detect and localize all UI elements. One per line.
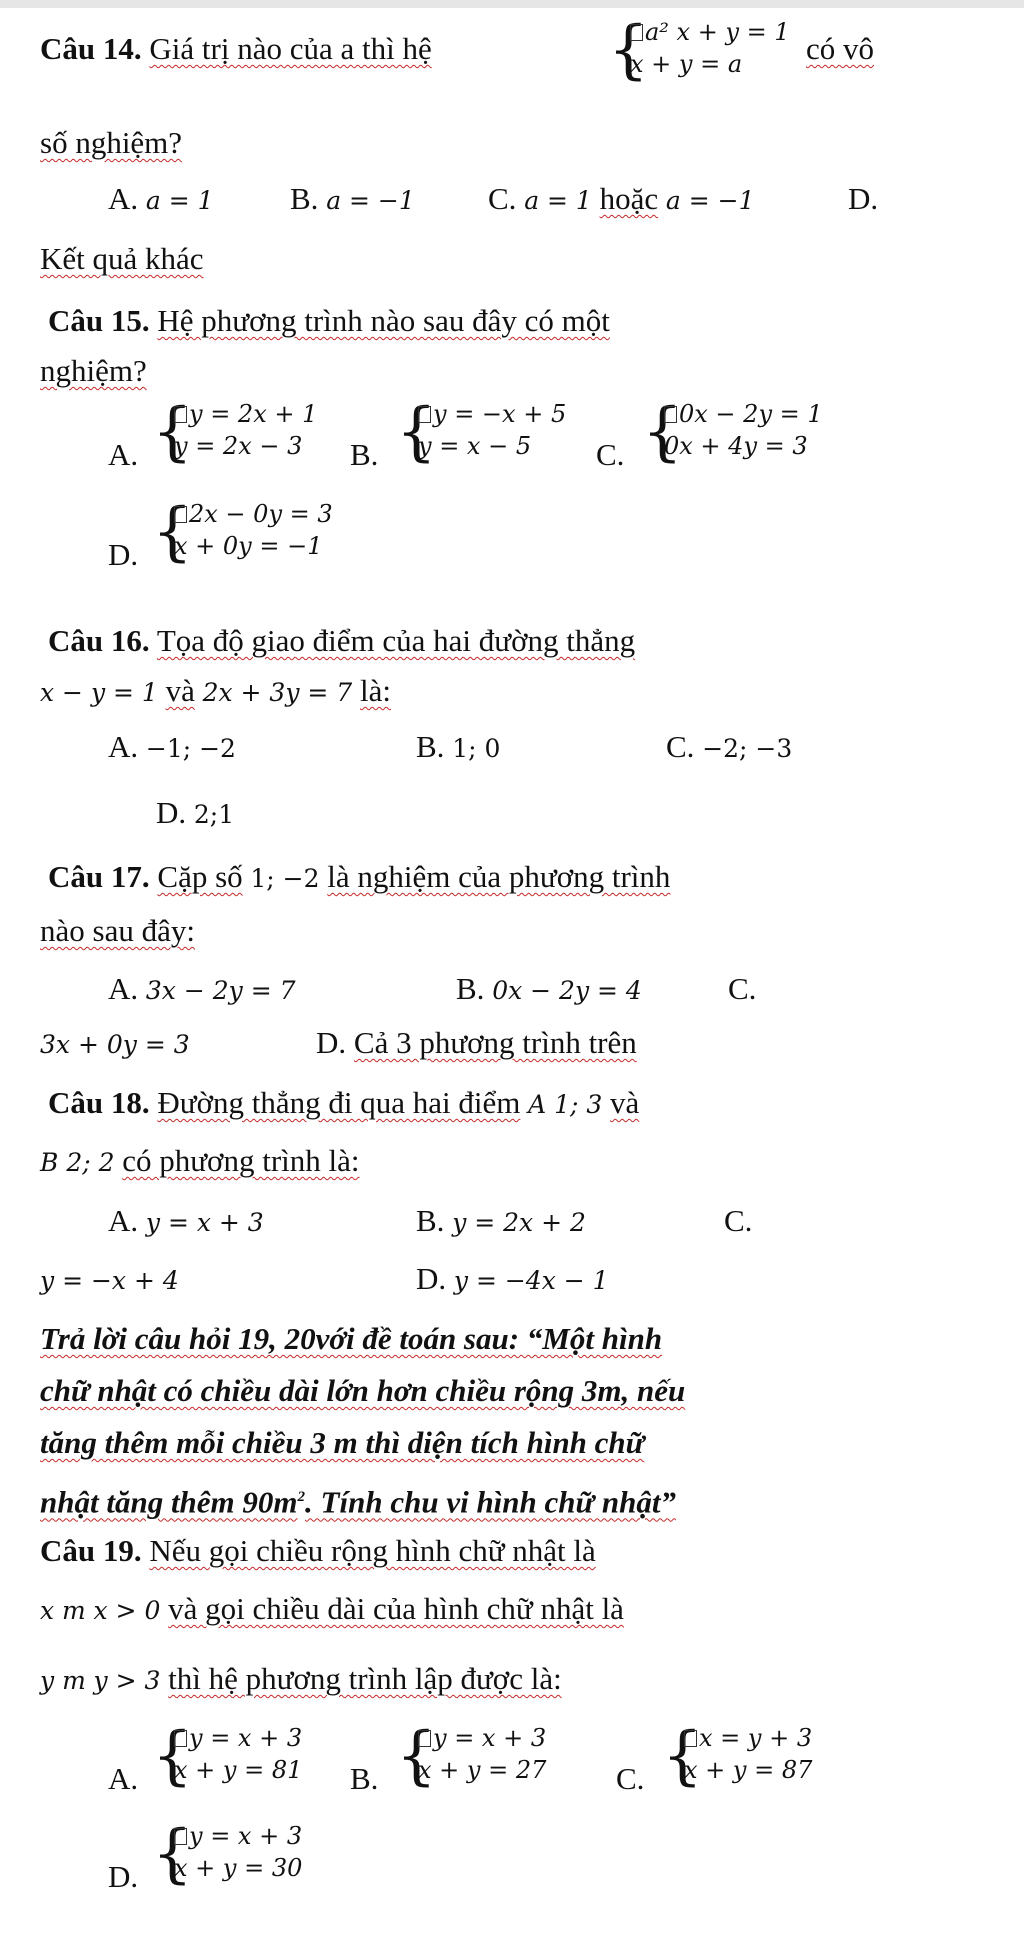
missing-glyph-icon (684, 1730, 697, 1747)
q15-title: Câu 15. (48, 303, 150, 338)
q19-option-d-label: D. (108, 1859, 139, 1894)
q19-option-b-label: B. (350, 1761, 379, 1796)
q18-point-a: A 1; 3 (528, 1090, 603, 1119)
q17-option-a-label: A. (108, 971, 139, 1006)
q15-option-c-row-1 (664, 400, 823, 428)
q14-eq2: x + y = a (630, 50, 743, 78)
q14-system-row-1 (630, 18, 790, 46)
top-edge-bar (0, 0, 1024, 8)
q14-line-1 (40, 30, 432, 68)
q19-text-a: Nếu gọi chiều rộng hình chữ nhật là (149, 1533, 596, 1568)
q19-title: Câu 19. (40, 1533, 142, 1568)
q17-option-d (316, 1024, 637, 1062)
q18-point-b: B 2; 2 (40, 1148, 115, 1177)
q15-option-b-eq1: y = −x + 5 (433, 400, 567, 428)
q15-option-a-row-1 (174, 400, 317, 428)
q14-option-b (290, 180, 415, 220)
q16-and: và (165, 673, 195, 708)
q18-option-d-value: y = −4x − 1 (453, 1266, 609, 1295)
intro-line-4-text-b: . Tính chu vi hình chữ nhật” (305, 1484, 676, 1520)
q19-option-c-eq1: x = y + 3 (699, 1724, 813, 1752)
q17-option-c-label: C. (728, 971, 757, 1006)
q19-option-a-eq1: y = x + 3 (189, 1724, 303, 1752)
q14-title: Câu 14. (40, 31, 142, 66)
q17-text-c: nào sau đây: (40, 913, 195, 948)
q15-option-c-label: C. (596, 437, 625, 472)
missing-glyph-icon (174, 1730, 187, 1747)
brace-icon: { (396, 1719, 437, 1793)
q17-option-a-value: 3x − 2y = 7 (145, 976, 296, 1005)
q16-option-c (666, 728, 792, 768)
brace-icon: { (152, 1817, 193, 1891)
q15-option-d-label: D. (108, 537, 139, 572)
q15-option-d-eq1: 2x − 0y = 3 (189, 500, 333, 528)
q18-option-d-label: D. (416, 1261, 447, 1296)
q16-option-d-value: 2;1 (193, 800, 235, 829)
q17-option-d-label: D. (316, 1025, 347, 1060)
q19-option-d-eq2: x + y = 30 (174, 1854, 303, 1882)
q16-option-c-label: C. (666, 729, 695, 764)
q19-option-b-eq2: x + y = 27 (418, 1756, 547, 1784)
q19-cond-x: x > 0 (93, 1596, 161, 1625)
q15-text-b: nghiệm? (40, 353, 147, 388)
q14-option-c-label: C. (488, 181, 517, 216)
q18-option-b-label: B. (416, 1203, 445, 1238)
q19-line-3 (40, 1660, 562, 1700)
q18-option-c (40, 1260, 179, 1300)
q14-option-c-value-a: a = 1 (524, 186, 592, 215)
q14-option-a-label: A. (108, 181, 139, 216)
q16-tail: là: (359, 673, 391, 708)
q14-option-c-value-b: a = −1 (665, 186, 755, 215)
missing-glyph-icon (418, 406, 431, 423)
q19-option-c-row-1 (684, 1724, 812, 1752)
q16-option-a-label: A. (108, 729, 139, 764)
q17-line-1 (48, 858, 670, 898)
q19-option-d-eq1: y = x + 3 (189, 1822, 303, 1850)
q14-option-b-value: a = −1 (326, 186, 415, 215)
intro-line-4-sup: 2 (297, 1489, 306, 1505)
q16-option-b-label: B. (416, 729, 445, 764)
q14-option-c (488, 180, 754, 220)
q17-text-a: Cặp số (157, 859, 243, 894)
q16-option-a-value: −1; −2 (145, 734, 236, 763)
intro-line-4 (40, 1478, 676, 1521)
q14-line-2 (40, 124, 182, 162)
q17-text-b: là nghiệm của phương trình (327, 859, 671, 894)
q15-option-b-eq2: y = x − 5 (418, 432, 532, 460)
q14-option-b-label: B. (290, 181, 319, 216)
q14-text-b-content: có vô (806, 31, 875, 66)
intro-line-3-text: tăng thêm mỗi chiều 3 m thì diện tích hình chữ (40, 1425, 645, 1460)
intro-line-2-text: chữ nhật có chiều dài lớn hơn chiều rộng 3m, nếu (40, 1373, 686, 1408)
q18-text-b: có phương trình là: (122, 1143, 360, 1178)
brace-icon: { (642, 395, 683, 469)
q16-option-d-label: D. (156, 795, 187, 830)
q19-option-a-eq2: x + y = 81 (174, 1756, 303, 1784)
missing-glyph-icon (418, 1730, 431, 1747)
q19-option-d-row-1 (174, 1822, 302, 1850)
q17-option-b (456, 970, 642, 1010)
q15-option-c-eq2: 0x + 4y = 3 (664, 432, 808, 460)
missing-glyph-icon (630, 24, 643, 41)
q17-option-b-value: 0x − 2y = 4 (492, 976, 642, 1005)
q14-option-a (108, 180, 214, 220)
q18-text-a: Đường thẳng đi qua hai điểm (157, 1085, 521, 1120)
q15-option-a-label: A. (108, 437, 139, 472)
q17-pair: 1; −2 (250, 864, 320, 893)
q15-option-c-eq1: 0x − 2y = 1 (679, 400, 823, 428)
q19-text-c: thì hệ phương trình lập được là: (168, 1661, 562, 1696)
q15-option-b-label: B. (350, 437, 379, 472)
q19-option-a-label: A. (108, 1761, 139, 1796)
q18-option-c-label: C. (724, 1203, 753, 1238)
intro-line-4-text-a: nhật tăng thêm 90m (40, 1484, 298, 1520)
q14-text-c: số nghiệm? (40, 125, 183, 160)
q16-option-a (108, 728, 236, 768)
q16-option-c-value: −2; −3 (702, 734, 793, 763)
q19-line-2 (40, 1590, 624, 1630)
q16-eq1: x − y = 1 (40, 678, 158, 707)
intro-line-1-text: Trả lời câu hỏi 19, 20với đề toán sau: “Một hình (40, 1321, 663, 1356)
q18-option-d (416, 1260, 609, 1300)
q16-text-a: Tọa độ giao điểm của hai đường thẳng (156, 623, 636, 658)
q17-option-c-value: 3x + 0y = 3 (40, 1030, 190, 1059)
q15-text-a: Hệ phương trình nào sau đây có một (157, 303, 610, 338)
missing-glyph-icon (664, 406, 677, 423)
intro-line-1 (40, 1320, 662, 1358)
brace-icon: { (608, 13, 649, 87)
q19-cond-y: y > 3 (93, 1666, 161, 1695)
q17-line-2 (40, 912, 195, 950)
q19-line-1 (40, 1532, 596, 1570)
q15-option-d-eq2: x + 0y = −1 (174, 532, 323, 560)
q16-option-b-value: 1; 0 (452, 734, 501, 763)
q15-option-d-row-1 (174, 500, 333, 528)
q19-var-y: y m (40, 1666, 86, 1695)
q16-line-1 (48, 622, 635, 660)
q18-line-1 (48, 1084, 639, 1124)
q14-eq1: a² x + y = 1 (645, 18, 790, 46)
q18-option-a (108, 1202, 264, 1242)
q14-option-d (40, 240, 204, 278)
q15-option-a-eq2: y = 2x − 3 (174, 432, 303, 460)
intro-line-3 (40, 1424, 644, 1462)
missing-glyph-icon (174, 1828, 187, 1845)
q19-option-c-label: C. (616, 1761, 645, 1796)
q17-title: Câu 17. (48, 859, 150, 894)
intro-line-2 (40, 1372, 685, 1410)
q17-option-a (108, 970, 296, 1010)
q14-option-d-value: Kết quả khác (40, 241, 204, 276)
q16-line-2 (40, 672, 391, 712)
missing-glyph-icon (174, 506, 187, 523)
q15-option-a-eq1: y = 2x + 1 (189, 400, 318, 428)
q19-option-b-row-1 (418, 1724, 546, 1752)
missing-glyph-icon (174, 406, 187, 423)
q19-var-x: x m (40, 1596, 86, 1625)
q15-option-b-row-1 (418, 400, 566, 428)
q14-text-b (806, 30, 874, 68)
q16-eq2: 2x + 3y = 7 (202, 678, 353, 707)
brace-icon: { (662, 1719, 703, 1793)
q14-option-d-label: D. (848, 181, 879, 216)
brace-icon: { (152, 395, 193, 469)
q19-option-a-row-1 (174, 1724, 302, 1752)
q14-option-a-value: a = 1 (145, 186, 214, 215)
q18-option-b-value: y = 2x + 2 (452, 1208, 586, 1237)
q19-option-b-eq1: y = x + 3 (433, 1724, 547, 1752)
q14-option-c-or: hoặc (599, 181, 659, 216)
brace-icon: { (152, 1719, 193, 1793)
q16-option-b (416, 728, 500, 768)
q19-option-c-eq2: x + y = 87 (684, 1756, 813, 1784)
q18-option-c-value: y = −x + 4 (40, 1266, 179, 1295)
q18-title: Câu 18. (48, 1085, 150, 1120)
q18-and: và (610, 1085, 640, 1120)
q18-line-2 (40, 1142, 360, 1182)
q16-option-d (156, 794, 234, 834)
q16-title: Câu 16. (48, 623, 150, 658)
brace-icon: { (152, 495, 193, 569)
q17-option-b-label: B. (456, 971, 485, 1006)
q18-option-b (416, 1202, 586, 1242)
q15-line-1 (48, 302, 610, 340)
q15-line-2 (40, 352, 147, 390)
brace-icon: { (396, 395, 437, 469)
q18-option-a-value: y = x + 3 (145, 1208, 264, 1237)
q19-text-b: và gọi chiều dài của hình chữ nhật là (168, 1591, 624, 1626)
q17-option-d-value: Cả 3 phương trình trên (353, 1025, 637, 1060)
q14-text-a: Giá trị nào của a thì hệ (149, 31, 432, 66)
q18-option-a-label: A. (108, 1203, 139, 1238)
q17-option-c (40, 1024, 190, 1064)
